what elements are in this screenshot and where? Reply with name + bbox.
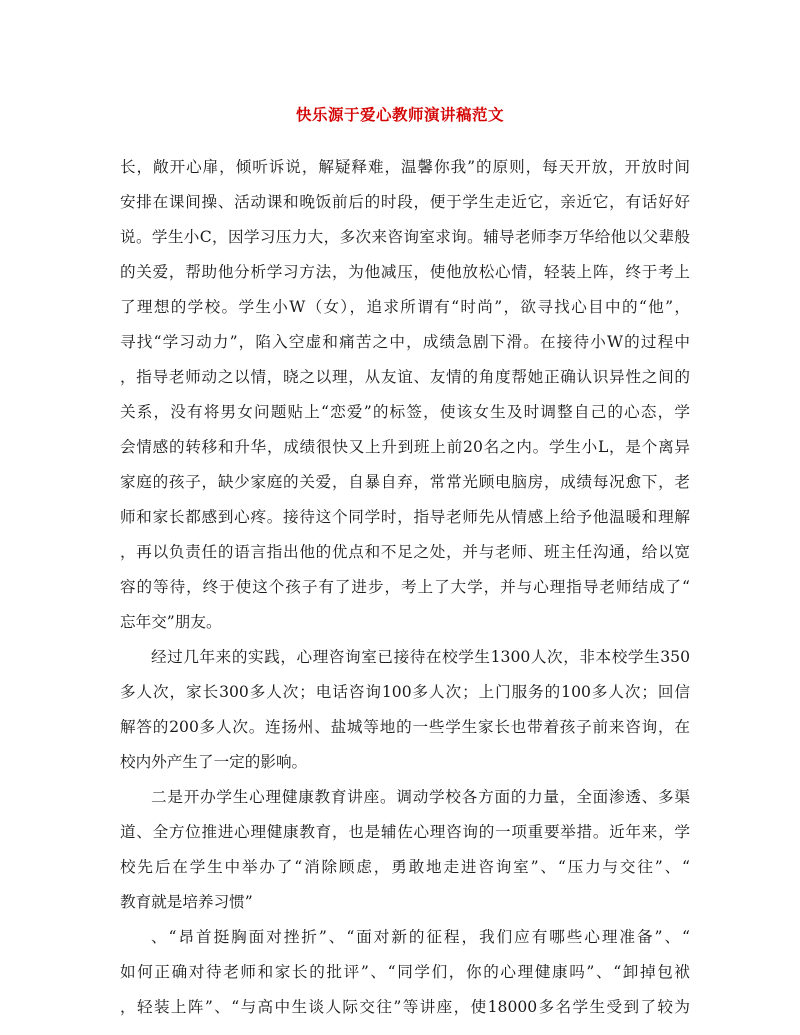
text-line: 二是开办学生心理健康教育讲座。调动学校各方面的力量，全面渗透、多渠 bbox=[151, 788, 690, 806]
text-line: 经过几年来的实践，心理咨询室已接待在校学生1300人次，非本校学生350 bbox=[151, 648, 690, 666]
text-line: 说。学生小C，因学习压力大，多次来咨询室求询。辅导老师李万华给他以父辈般 bbox=[120, 228, 690, 246]
document-title: 快乐源于爱心教师演讲稿范文 bbox=[295, 105, 504, 124]
text-line: 关系，没有将男女问题贴上“恋爱”的标签，使该女生及时调整自己的心态，学 bbox=[120, 403, 690, 421]
text-line: 忘年交”朋友。 bbox=[120, 613, 222, 631]
text-line: 解答的200多人次。连扬州、盐城等地的一些学生家长也带着孩子前来咨询，在 bbox=[120, 718, 690, 736]
text-line: ，轻装上阵”、“与高中生谈人际交往”等讲座，使18000多名学生受到了较为 bbox=[120, 998, 690, 1016]
document-body bbox=[120, 150, 690, 1025]
text-line: 师和家长都感到心疼。接待这个同学时，指导老师先从情感上给予他温暖和理解 bbox=[120, 508, 690, 526]
text-line: 了理想的学校。学生小W（女），追求所谓有“时尚”，欲寻找心目中的“他”， bbox=[120, 298, 690, 316]
text-line: 教育就是培养习惯” bbox=[120, 893, 253, 911]
text-line: 校先后在学生中举办了“消除顾虑，勇敢地走进咨询室”、“压力与交往”、“ bbox=[120, 858, 690, 876]
text-line: ，指导老师动之以情，晓之以理，从友谊、友情的角度帮她正确认识异性之间的 bbox=[120, 368, 690, 386]
text-line: ，再以负责任的语言指出他的优点和不足之处，并与老师、班主任沟通，给以宽 bbox=[120, 543, 690, 561]
text-line: 如何正确对待老师和家长的批评”、“同学们，你的心理健康吗”、“卸掉包袱 bbox=[120, 963, 690, 981]
text-line: 家庭的孩子，缺少家庭的关爱，自暴自弃，常常光顾电脑房，成绩每况愈下，老 bbox=[120, 473, 690, 491]
text-line: 长，敞开心扉，倾听诉说，解疑释难，温馨你我”的原则，每天开放，开放时间 bbox=[120, 158, 690, 176]
text-line: 安排在课间操、活动课和晚饭前后的时段，便于学生走近它，亲近它，有话好好 bbox=[120, 193, 690, 211]
text-line: 容的等待，终于使这个孩子有了进步，考上了大学，并与心理指导老师结成了“ bbox=[120, 578, 690, 596]
text-line: 多人次，家长300多人次；电话咨询100多人次；上门服务的100多人次；回信 bbox=[120, 683, 690, 701]
text-line: 道、全方位推进心理健康教育，也是辅佐心理咨询的一项重要举措。近年来，学 bbox=[120, 823, 690, 841]
text-line: 寻找“学习动力”，陷入空虚和痛苦之中，成绩急剧下滑。在接待小W的过程中 bbox=[120, 333, 690, 351]
text-line: 会情感的转移和升华，成绩很快又上升到班上前20名之内。学生小L，是个离异 bbox=[120, 438, 690, 456]
text-line: 、“昂首挺胸面对挫折”、“面对新的征程，我们应有哪些心理准备”、“ bbox=[151, 928, 690, 946]
text-line: 的关爱，帮助他分析学习方法，为他减压，使他放松心情，轻装上阵，终于考上 bbox=[120, 263, 690, 281]
text-line: 校内外产生了一定的影响。 bbox=[120, 753, 308, 771]
